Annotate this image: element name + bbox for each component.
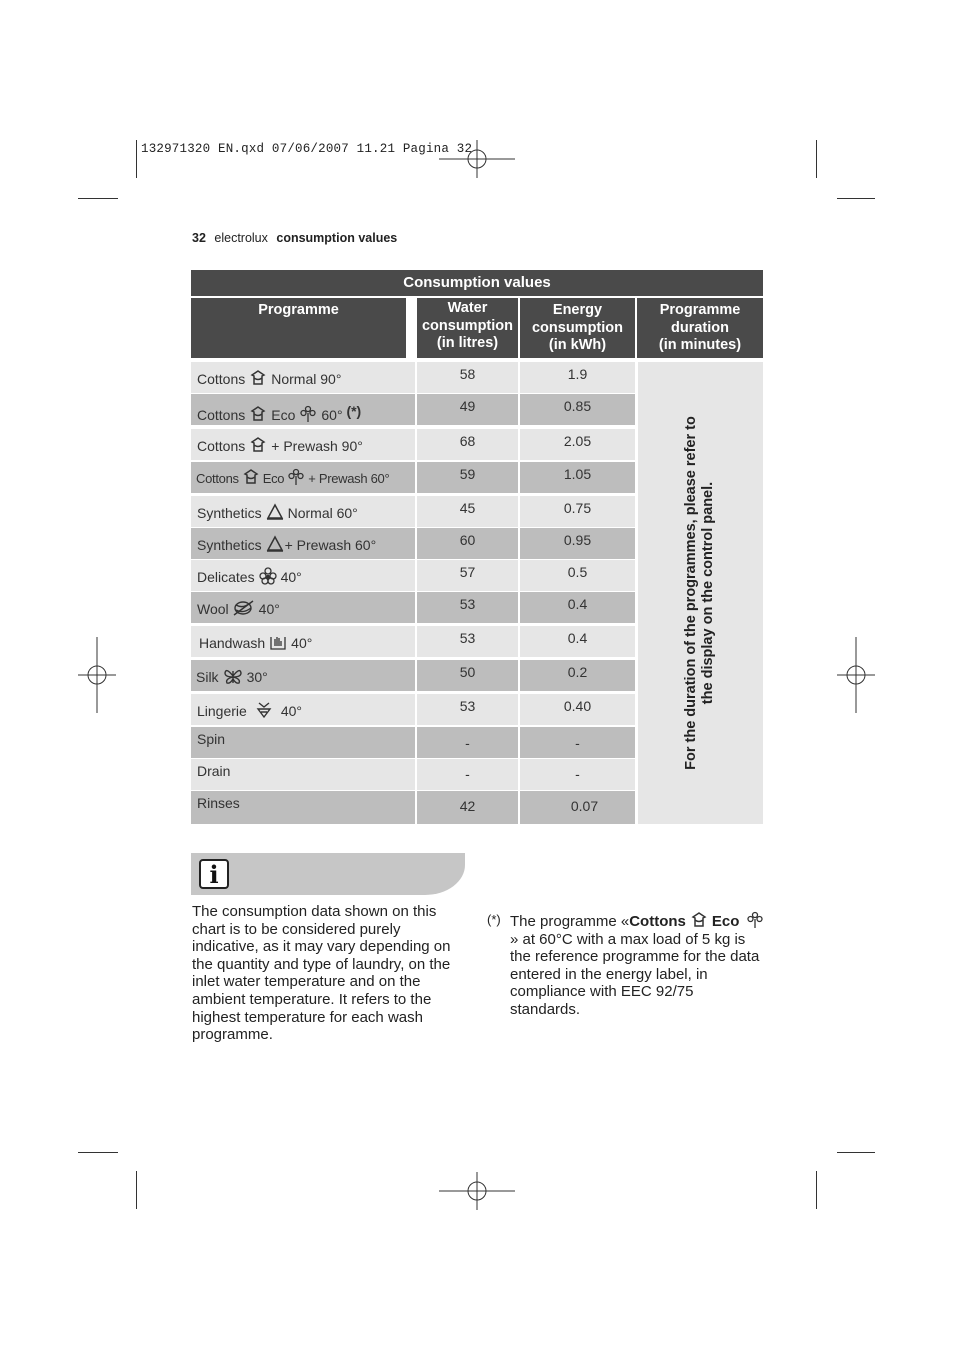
lingerie-icon — [255, 701, 273, 719]
table-row: Rinses 42 0.07 — [191, 791, 637, 824]
brand-name: electrolux — [214, 231, 268, 245]
table-row: Synthetics Normal 60° 45 0.75 — [191, 496, 637, 527]
table-row: Synthetics + Prewash 60° 60 0.95 — [191, 528, 637, 559]
cotton-icon — [249, 369, 267, 387]
cotton-icon — [690, 911, 708, 929]
table-row: Delicates 40° 57 0.5 — [191, 560, 637, 591]
info-icon: i — [199, 859, 229, 889]
table-row: Lingerie 40° 53 0.40 — [191, 694, 637, 725]
silk-butterfly-icon — [223, 667, 243, 685]
table-row: Cottons Normal 90° 58 1.9 — [191, 362, 637, 393]
synthetics-icon — [266, 535, 284, 553]
cotton-icon — [249, 405, 267, 423]
delicates-flower-icon — [259, 567, 277, 585]
column-header-duration: Programme duration (in minutes) — [637, 298, 763, 358]
column-header-energy: Energy consumption (in kWh) — [520, 298, 635, 358]
wool-icon — [233, 599, 255, 617]
info-text: The consumption data shown on this chart is to be considered purely indicative, as it may vary depending on the quantity and type of laundry, on the inlet water temperature and on the ambient temperature. It refers to the highest temperature for each wash programme. — [192, 903, 451, 1044]
footnote-mark: (*) — [487, 912, 501, 927]
table-row: Wool 40° 53 0.4 — [191, 592, 637, 623]
table-row: Drain - - — [191, 759, 637, 790]
duration-note: For the duration of the programmes, please refer to the display on the control panel. — [683, 416, 716, 770]
table-title: Consumption values — [191, 270, 763, 296]
column-header-programme: Programme — [191, 298, 406, 358]
running-header — [192, 231, 397, 245]
consumption-table — [191, 270, 763, 824]
table-row: Handwash 40° 53 0.4 — [191, 626, 637, 657]
cotton-icon — [249, 436, 267, 454]
cotton-icon — [242, 468, 260, 486]
eco-flower-icon — [299, 405, 317, 423]
eco-flower-icon — [746, 911, 764, 929]
synthetics-icon — [266, 503, 284, 521]
column-header-water: Water consumption (in litres) — [417, 298, 518, 358]
page-number: 32 — [192, 231, 206, 245]
section-title: consumption values — [276, 231, 398, 245]
footnote: (*) The programme «Cottons Eco » at 60°C with a max load of 5 kg is the reference programme for the data entered in the energy label, in compliance with EEC 92/75 standards. — [487, 911, 767, 1019]
handwash-icon — [269, 633, 287, 651]
table-row: Silk 30° 50 0.2 — [191, 660, 637, 691]
table-row: Spin - - — [191, 727, 637, 758]
duration-note-cell — [638, 362, 763, 824]
print-slug: 132971320 EN.qxd 07/06/2007 11.21 Pagina 32 — [141, 142, 473, 156]
info-panel — [191, 853, 465, 895]
table-row: Cottons Eco + Prewash 60° 59 1.05 — [191, 462, 637, 493]
table-row: Cottons + Prewash 90° 68 2.05 — [191, 429, 637, 460]
eco-flower-icon — [287, 468, 305, 486]
table-row: Cottons Eco 60° (*) 49 0.85 — [191, 394, 637, 425]
